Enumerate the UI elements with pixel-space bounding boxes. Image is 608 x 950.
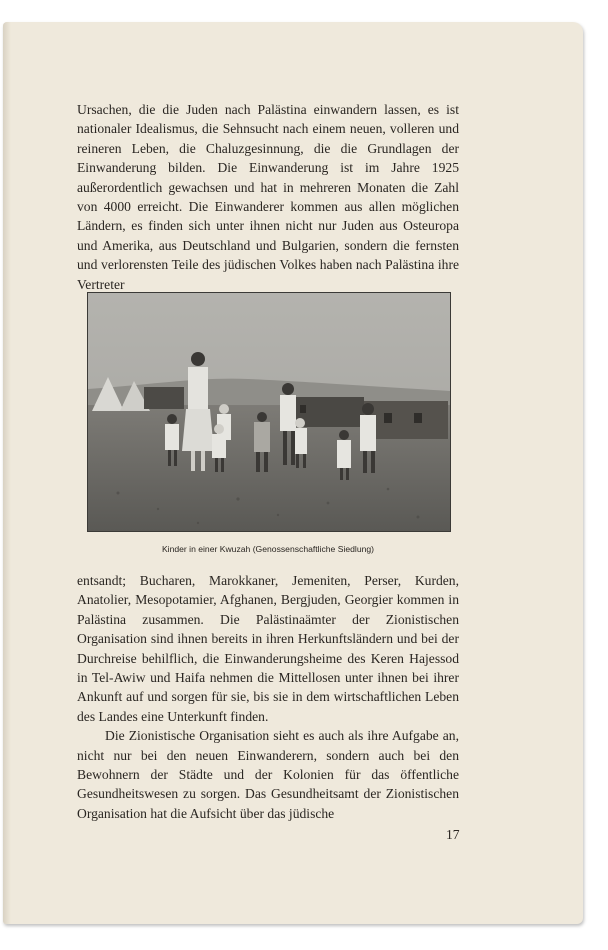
photo-caption: Kinder in einer Kwuzah (Genossenschaftliche Siedlung) (161, 544, 375, 554)
text-block-bottom (77, 571, 459, 823)
page-spine-shadow (3, 22, 11, 924)
paragraph-1: Ursachen, die die Juden nach Palästina einwandern lassen, es ist nationaler Idealismus, die Sehnsucht nach einem neuen, volleren und reineren Leben, die Chaluzgesinnung, die die Grundlagen der Einwanderung bilden. Die Einwanderung ist im Jahre 1925 außerordentlich gewachsen und hat in mehreren Monaten die Zahl von 4000 erreicht. Die Einwanderer kommen aus allen möglichen Ländern, es finden sich unter ihnen nicht nur Juden aus Osteuropa und Amerika, aus Deutschland und Bulgarien, sondern die fernsten und verlorensten Teile des jüdischen Volkes haben nach Palästina ihre Vertreter (77, 102, 459, 292)
paragraph-2: entsandt; Bucharen, Marokkaner, Jemeniten, Perser, Kurden, Anatolier, Mesopotamier, Afghanen, Bergjuden, Georgier kommen in Palästina zusammen. Die Palästinaämter der Zionistischen Organisation sind ihnen bereits in ihren Herkunftsländern und bei der Durchreise behilflich, die Einwanderungsheime des Keren Hajessod in Tel-Awiw und Haifa nehmen die Mittellosen unter ihnen bei ihrer Ankunft auf und sorgen für sie, bis sie in dem wirtschaftlichen Leben des Landes eine Unterkunft finden. (77, 573, 459, 724)
paragraph-3: Die Zionistische Organisation sieht es auch als ihre Aufgabe an, nicht nur bei den neuen Einwanderern, sondern auch bei den Bewohnern der Städte und der Kolonien für das öffentliche Gesundheitswesen zu sorgen. Das Gesundheitsamt der Zionistischen Organisation hat die Aufsicht über das jüdische (77, 728, 459, 821)
children-photo-illustration (88, 293, 450, 531)
page-number: 17 (446, 827, 460, 842)
text-block-top (77, 100, 459, 294)
photograph (87, 292, 451, 532)
